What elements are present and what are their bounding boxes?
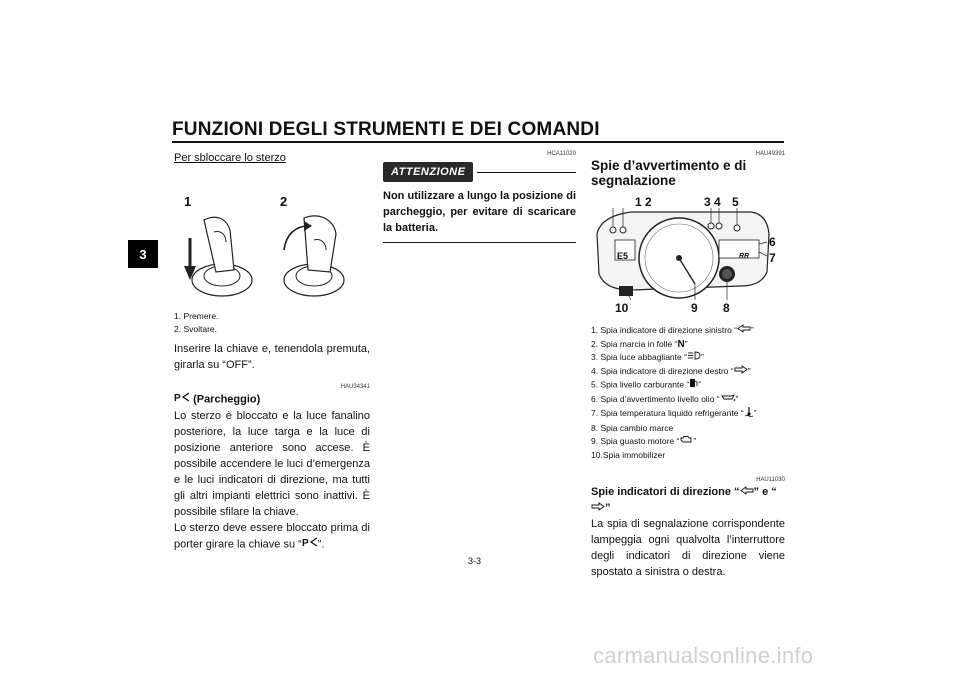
ref-code: HAU34341 xyxy=(340,384,370,390)
turn-right-icon xyxy=(734,365,748,379)
callout-8: 8 xyxy=(723,301,730,315)
parking-title: (Parcheggio) xyxy=(193,393,261,406)
legend-item-4-text: 4. Spia indicatore di direzione destro “ xyxy=(591,365,734,376)
legend-item-3 xyxy=(591,351,785,365)
callout-7: 7 xyxy=(769,251,776,265)
fuel-icon xyxy=(689,378,698,393)
legend-item-3-end: ” xyxy=(700,352,704,362)
caption-2: 2. Svoltare. xyxy=(174,323,217,334)
caution-rule-bottom xyxy=(383,242,576,243)
column-caution xyxy=(383,150,576,243)
section-heading-unlock: Per sbloccare lo sterzo xyxy=(174,152,286,164)
legend-item-3-text: 3. Spia luce abbagliante “ xyxy=(591,352,687,362)
turn-right-icon-heading xyxy=(591,500,605,516)
legend-item-9-text: 9. Spia guasto motore “ xyxy=(591,436,680,446)
legend-item-2-end: ” xyxy=(684,338,688,349)
legend-item-7-end: ” xyxy=(753,408,757,418)
callout-9: 9 xyxy=(691,301,698,315)
legend-item-5-end: ” xyxy=(698,379,702,390)
cluster-display-left: E5 xyxy=(617,251,629,261)
page-title: FUNZIONI DEGLI STRUMENTI E DEI COMANDI xyxy=(172,119,600,140)
legend-item-7-text: 7. Spia temperatura liquido refrigerante “ xyxy=(591,408,744,418)
high-beam-icon xyxy=(687,351,701,365)
column-steering xyxy=(174,150,370,553)
legend-item-10: 10.Spia immobilizer xyxy=(591,449,666,460)
chapter-tab: 3 xyxy=(128,240,158,268)
parking-icon-inline xyxy=(302,536,318,553)
turn-left-icon xyxy=(737,324,751,338)
turn-paragraph: La spia di segnalazione corrispondente lampeggia ogni qualvolta l’interruttore degli indicatori di direzione viene spostato a sinistra o destra. xyxy=(591,518,785,579)
legend-item-8: 8. Spia cambio marce xyxy=(591,422,674,433)
turn-left-icon-heading xyxy=(740,484,754,500)
indicators-heading: Spie d’avvertimento e di segnalazione xyxy=(591,158,747,188)
legend-item-6 xyxy=(591,393,785,407)
turn-subheading-mid: ” e “ xyxy=(753,486,777,498)
cluster-display-right: RR xyxy=(739,253,750,260)
caution-text: Non utilizzare a lungo la posizione di parcheggio, per evitare di scaricare la batteria. xyxy=(383,190,576,234)
indicator-legend xyxy=(591,324,785,462)
callout-4: 4 xyxy=(714,195,721,209)
caution-badge: ATTENZIONE xyxy=(383,162,473,182)
parking-paragraph: Lo sterzo è bloccato e la luce fanalino posteriore, la luce targa e la luce di posizione anteriore sono accese. È possibile accendere le luci d’emergenza e le luci indicatori di direzione, ma tutti gli altri impianti elettrici sono inattivi. È possibile sfilare la chiave. xyxy=(174,410,370,518)
legend-item-4 xyxy=(591,365,785,379)
oil-icon xyxy=(720,393,736,407)
instrument-cluster-figure xyxy=(591,194,785,314)
header-rule xyxy=(172,141,784,143)
intro-text: Inserire la chiave e, tenendola premuta, girarla su “OFF”. xyxy=(174,343,370,371)
turn-subheading-end: ” xyxy=(605,502,611,515)
indicators-code: HAU49391 xyxy=(755,151,785,157)
fig-label-1: 1 xyxy=(184,194,192,209)
figure-key-unlock xyxy=(174,166,370,286)
legend-item-2 xyxy=(591,338,785,352)
turn-subheading-text: Spie indicatori di direzione “ xyxy=(591,486,740,498)
caution-header xyxy=(383,162,576,182)
legend-item-6-text: 6. Spia d’avvertimento livello olio “ xyxy=(591,393,720,404)
svg-text:P: P xyxy=(174,393,181,403)
caption-1: 1. Premere. xyxy=(174,311,219,321)
legend-item-1 xyxy=(591,324,785,338)
parking-subheading xyxy=(174,391,370,408)
legend-item-5-text: 5. Spia livello carburante “ xyxy=(591,379,690,390)
legend-item-4-end: ” xyxy=(747,365,751,376)
page-number: 3-3 xyxy=(468,556,482,566)
legend-item-9-end: ” xyxy=(693,436,697,446)
fig-label-2: 2 xyxy=(280,194,288,209)
parking-icon xyxy=(174,391,190,408)
engine-icon xyxy=(679,435,693,449)
turn-code: HAU11030 xyxy=(756,477,785,483)
parking-paragraph-2-end: ”. xyxy=(317,538,325,551)
callout-1: 1 xyxy=(635,195,642,209)
legend-item-7 xyxy=(591,406,785,422)
key-illustration xyxy=(174,210,370,300)
watermark: carmanualsonline.info xyxy=(593,643,814,668)
parking-paragraph-2-text: Lo sterzo deve essere bloccato prima di porter girare la chiave su “ xyxy=(174,522,370,551)
callout-5: 5 xyxy=(732,195,739,209)
legend-item-1-end: ” xyxy=(751,325,754,335)
neutral-icon: N xyxy=(677,338,685,350)
legend-item-9 xyxy=(591,435,785,449)
legend-item-6-end: ” xyxy=(735,393,739,404)
parking-paragraph-2 xyxy=(174,520,370,553)
legend-item-2-text: 2. Spia marcia in folle “ xyxy=(591,338,678,349)
svg-text:P: P xyxy=(301,538,309,548)
caution-rule-top xyxy=(477,172,576,173)
legend-item-1-text: 1. Spia indicatore di direzione sinistro “ xyxy=(591,325,737,335)
figure-captions xyxy=(174,310,370,335)
callout-3: 3 xyxy=(704,195,711,209)
callout-2: 2 xyxy=(645,195,652,209)
callout-6: 6 xyxy=(769,235,776,249)
caution-code: HCA11020 xyxy=(547,151,576,157)
callout-10: 10 xyxy=(615,301,629,315)
column-indicators xyxy=(591,150,785,580)
coolant-icon xyxy=(744,406,754,422)
turn-subheading xyxy=(591,484,785,516)
legend-item-5 xyxy=(591,378,785,393)
